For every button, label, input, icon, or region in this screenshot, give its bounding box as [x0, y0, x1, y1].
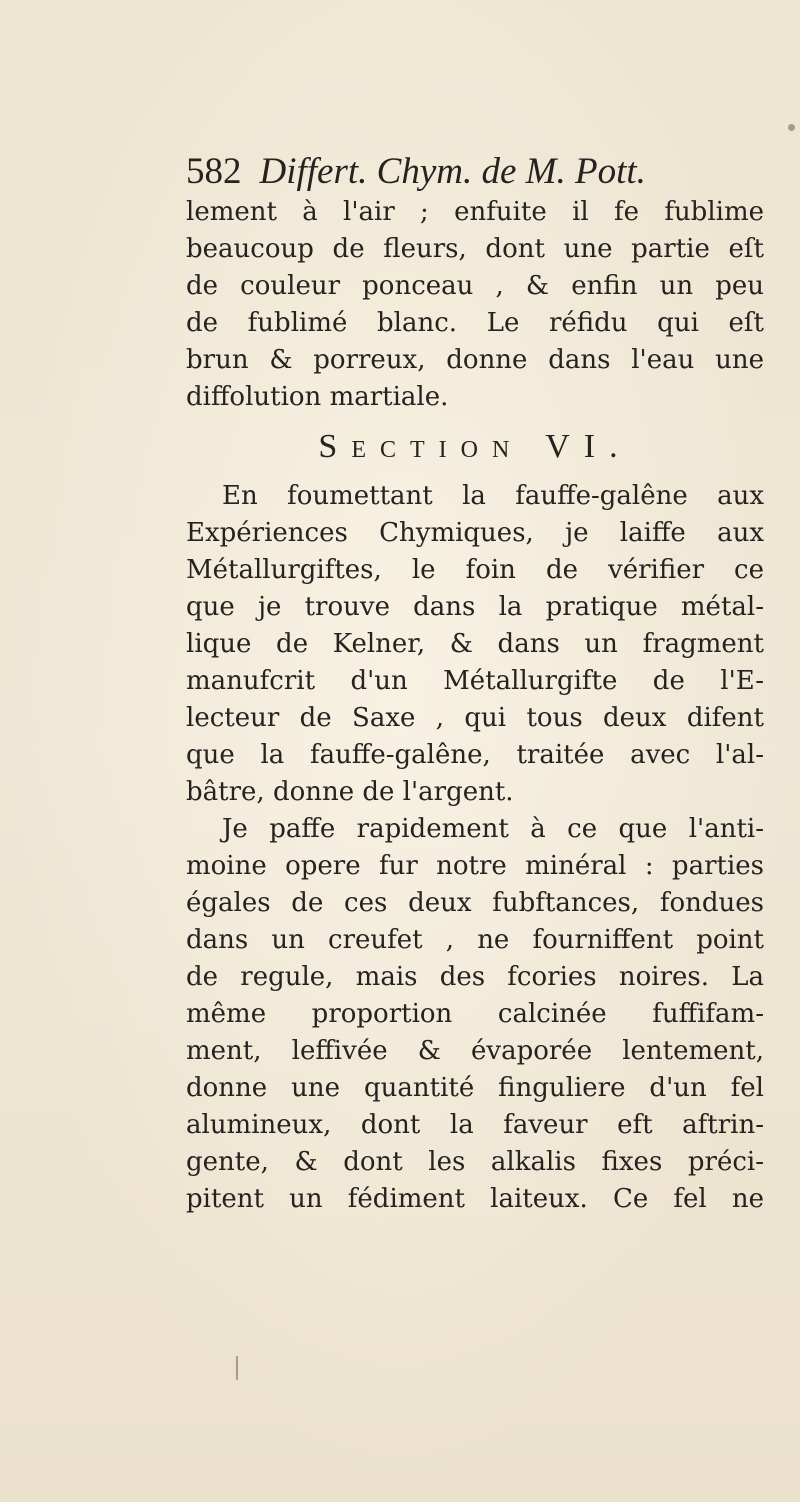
text-line: Je paffe rapidement à ce que l'anti- — [222, 814, 764, 844]
paragraph-fausse-galene — [186, 478, 764, 811]
paragraph-continued — [186, 194, 764, 416]
text-line: même proportion calcinée fuffifam- — [186, 999, 764, 1029]
ink-speck — [788, 124, 795, 131]
text-line: manufcrit d'un Métallurgifte de l'E- — [186, 666, 764, 696]
text-line: alumineux, dont la faveur eft aftrin- — [186, 1110, 764, 1140]
text-line: En foumettant la fauffe-galêne aux — [222, 481, 764, 511]
running-title: Differt. Chym. de M. Pott. — [259, 151, 646, 192]
text-line: de couleur ponceau , & enfin un peu — [186, 271, 764, 301]
text-line: bâtre, donne de l'argent. — [186, 777, 514, 807]
text-line: lecteur de Saxe , qui tous deux difent — [186, 703, 764, 733]
text-line: beaucoup de fleurs, dont une partie eſt — [186, 234, 764, 264]
text-line: dans un creufet , ne fourniffent point — [186, 925, 764, 955]
page-text-block — [186, 150, 764, 1218]
text-line: Métallurgiftes, le foin de vérifier ce — [186, 555, 764, 585]
text-line: diffolution martiale. — [186, 382, 449, 412]
text-line: Expériences Chymiques, je laiffe aux — [186, 518, 764, 548]
text-line: lique de Kelner, & dans un fragment — [186, 629, 764, 659]
ink-mark — [236, 1356, 238, 1380]
text-line: donne une quantité finguliere d'un fel — [186, 1073, 764, 1103]
text-line: égales de ces deux fubftances, fondues — [186, 888, 764, 918]
text-line: pitent un fédiment laiteux. Ce fel ne — [186, 1184, 764, 1214]
running-head — [186, 150, 764, 194]
page-number: 582 — [186, 151, 242, 192]
text-line: gente, & dont les alkalis fixes préci- — [186, 1147, 764, 1177]
section-heading: Section VI. — [318, 428, 632, 465]
text-line: moine opere fur notre minéral : parties — [186, 851, 764, 881]
text-line: que la fauffe-galêne, traitée avec l'al- — [186, 740, 764, 770]
text-line: que je trouve dans la pratique métal- — [186, 592, 764, 622]
paragraph-antimoine — [186, 811, 764, 1218]
text-line: ment, leffivée & évaporée lentement, — [186, 1036, 764, 1066]
text-line: brun & porreux, donne dans l'eau une — [186, 345, 764, 375]
text-line: de regule, mais des fcories noires. La — [186, 962, 764, 992]
text-line: lement à l'air ; enfuite il fe fublime — [186, 197, 764, 227]
text-line: de fublimé blanc. Le réfidu qui eſt — [186, 308, 764, 338]
